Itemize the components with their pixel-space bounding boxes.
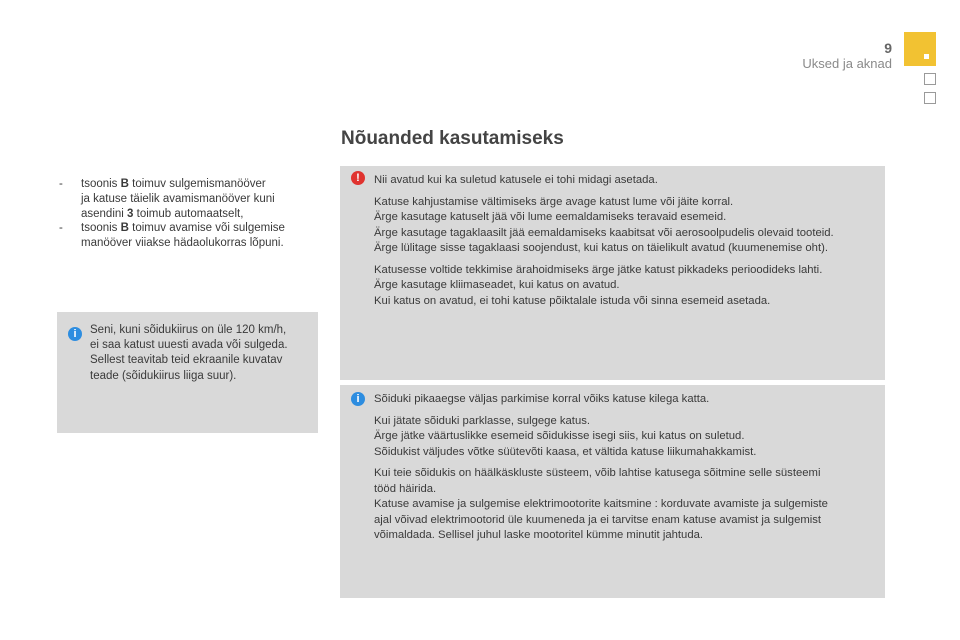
paragraph — [374, 263, 879, 310]
speed-info-box — [57, 312, 318, 433]
text: toimuv avamise või sulgemise — [128, 222, 285, 235]
text-line: Nii avatud kui ka suletud katusele ei tohi midagi asetada. — [374, 174, 658, 186]
text-line: Seni, kuni sõidukiirus on üle 120 km/h, — [90, 324, 287, 336]
text-line: Kui teie sõidukis on häälkäskluste süsteem, võib lahtise katusega sõitmine selle süsteemi — [374, 467, 821, 479]
info-text — [374, 392, 879, 550]
text-line: Katusesse voltide tekkimise ärahoidmiseks ärge jätke katust pikkadeks perioodideks lahti. — [374, 263, 823, 276]
text: tsoonis — [81, 178, 121, 190]
chapter-title: Uksed ja aknad — [802, 56, 892, 71]
text: asendini — [81, 207, 128, 220]
text-line: ei saa katust uuesti avada või sulgeda. — [90, 339, 288, 352]
text: ja katuse täielik avamismanööver kuni — [81, 192, 275, 205]
list-item — [59, 221, 329, 251]
zone-label: B — [120, 178, 129, 190]
info-box — [340, 385, 885, 598]
text-line: Katuse kahjustamise vältimiseks ärge avage katust lume või jäite korral. — [374, 195, 734, 208]
tab-marker — [924, 54, 929, 59]
paragraph — [374, 173, 879, 189]
text-line: teade (sõidukiirus liiga suur). — [90, 369, 237, 382]
text-line: Kui jätate sõiduki parklasse, sulgege katus. — [374, 414, 591, 427]
chapter-tab-active — [904, 32, 936, 66]
text-line: Kui katus on avatud, ei tohi katuse põiktalale istuda või sinna esemeid asetada. — [374, 294, 771, 307]
position-label: 3 — [127, 207, 134, 220]
text-line: Ärge kasutage kliimaseadet, kui katus on avatud. — [374, 279, 620, 291]
paragraph — [374, 392, 879, 408]
list-dash: - — [59, 222, 63, 235]
warning-icon: ! — [351, 171, 365, 185]
text-line: võimaldada. Sellisel juhul laske mootoritel kümme minutit jahtuda. — [374, 529, 704, 541]
paragraph — [374, 414, 879, 461]
chapter-tab-empty — [924, 92, 936, 104]
section-title: Nõuanded kasutamiseks — [341, 128, 564, 149]
warning-box — [340, 166, 885, 380]
paragraph — [374, 195, 879, 257]
text-line: Katuse avamise ja sulgemise elektrimootorite kaitsmine : korduvate avamiste ja sulgemiste — [374, 498, 828, 510]
text-line: Sellest teavitab teid ekraanile kuvatav — [90, 354, 283, 367]
list-item — [59, 177, 329, 221]
list-dash: - — [59, 178, 63, 190]
text-line: ajal võivad elektrimootorid üle kuumeneda ja ei tarvitse enam katuse avamist ja sulgemist — [374, 513, 822, 526]
zone-label: B — [120, 222, 129, 235]
info-icon: i — [68, 327, 82, 341]
paragraph — [374, 466, 879, 544]
warning-text — [374, 173, 879, 315]
text: manööver viiakse hädaolukorras lõpuni. — [81, 237, 284, 250]
text-line: Ärge jätke väärtuslikke esemeid sõidukisse isegi siis, kui katus on suletud. — [374, 430, 745, 442]
text: tsoonis — [81, 222, 121, 235]
chapter-tab-empty — [924, 73, 936, 85]
text-line: Ärge kasutage tagaklaasilt jää eemaldamiseks kaabitsat või aerosoolpudelis olevaid tooteid. — [374, 226, 834, 239]
text: toimuv sulgemismanööver — [128, 178, 266, 190]
text-line: Sõiduki pikaaegse väljas parkimise korral võiks katuse kilega katta. — [374, 393, 710, 405]
text-line: Sõidukist väljudes võtke süütevõti kaasa, et vältida katuse liikumahakkamist. — [374, 445, 757, 458]
speed-info-text — [90, 323, 312, 384]
text-line: Ärge lülitage sisse tagaklaasi soojendust, kui katus on täielikult avatud (kuumenemise oht). — [374, 242, 829, 254]
page-number: 9 — [884, 40, 892, 56]
left-list — [59, 177, 329, 251]
text-line: tööd häirida. — [374, 482, 437, 495]
text-line: Ärge kasutage katuselt jää või lume eemaldamiseks teravaid esemeid. — [374, 211, 727, 223]
info-icon: i — [351, 392, 365, 406]
text: toimub automaatselt, — [133, 207, 244, 220]
